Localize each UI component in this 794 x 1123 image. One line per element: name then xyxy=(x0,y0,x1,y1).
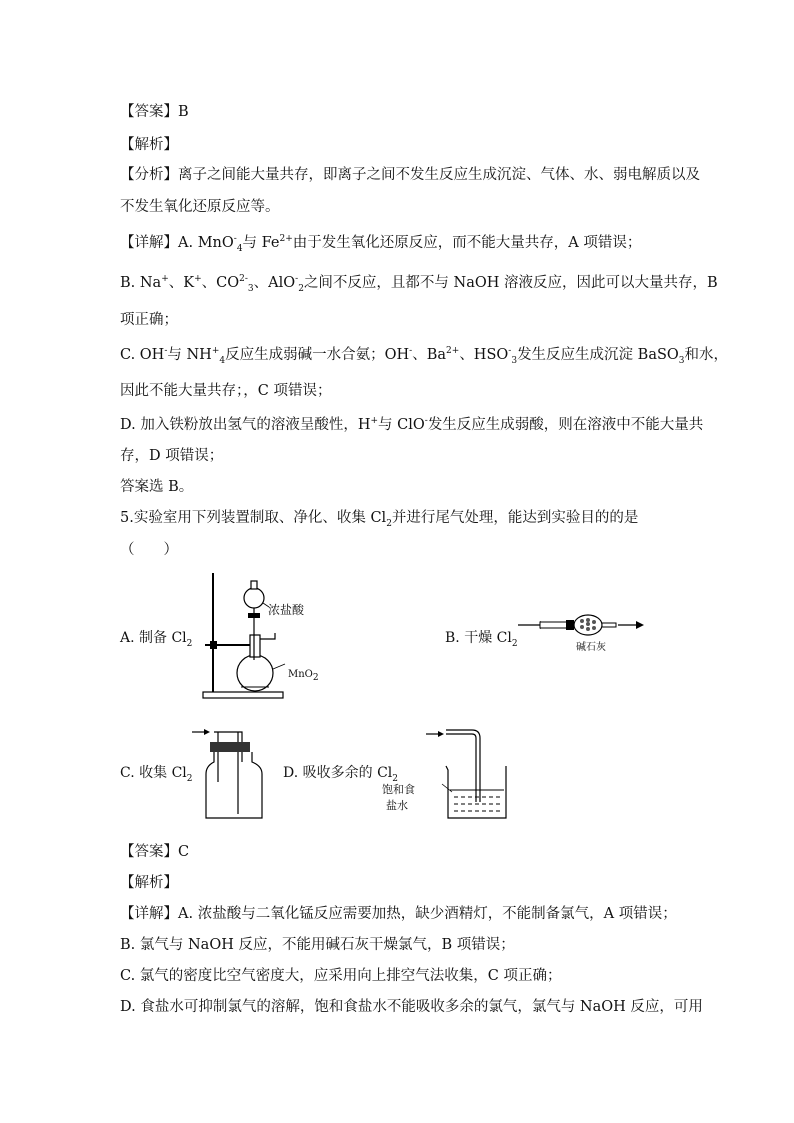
sub-4-2: 4 xyxy=(219,355,226,366)
sub-3-3: 3 xyxy=(678,355,685,366)
option-a-text: A. 制备 Cl xyxy=(120,630,187,646)
q5-detail-a: 【详解】A. 浓盐酸与二氧化锰反应需要加热，缺少酒精灯，不能制备氯气，A 项错误； xyxy=(120,906,677,922)
sup-plus-2: + xyxy=(194,274,202,285)
sup-2plus: 2+ xyxy=(279,234,293,245)
sup-minus: - xyxy=(233,234,237,245)
funnel-bulb xyxy=(244,588,264,608)
detail-a-line xyxy=(120,233,641,253)
sub-3: 3 xyxy=(247,283,254,294)
detail-d-pre: D. 加入铁粉放出氢气的溶液呈酸性，H xyxy=(120,417,371,433)
side-tube xyxy=(260,633,275,639)
detail-a-mid: 与 Fe xyxy=(242,235,280,251)
detail-b-line-2: 项正确； xyxy=(120,312,178,328)
sub-3-2: 3 xyxy=(511,355,518,366)
sup-2plus-2: 2+ xyxy=(446,346,460,357)
stem-end: 并进行尾气处理，能达到实验目的的是 xyxy=(391,510,639,526)
drying-tube-outlet xyxy=(602,623,616,627)
sup-minus-3: - xyxy=(164,346,168,357)
delivery-tube-outer xyxy=(446,734,476,802)
sup-plus: + xyxy=(161,274,169,285)
gas-bottle xyxy=(206,752,262,818)
q5-detail-d: D. 食盐水可抑制氯气的溶解，饱和食盐水不能吸收多余的氯气，氯气与 NaOH 反应，可用 xyxy=(120,999,703,1015)
clamp-joint xyxy=(210,641,217,649)
answer-parentheses: （ ） xyxy=(120,542,178,558)
sub-4: 4 xyxy=(236,243,243,254)
drying-tube-stem xyxy=(540,622,570,628)
detail-c-hso: 、HSO xyxy=(459,347,509,363)
mno2-label xyxy=(288,666,319,684)
beaker-diagram xyxy=(418,722,518,822)
detail-c-line xyxy=(120,345,728,365)
option-d-label xyxy=(283,764,398,782)
sup-plus-4: + xyxy=(370,416,379,427)
lime-granule xyxy=(586,618,590,622)
q5-analysis-heading: 【解析】 xyxy=(120,875,178,891)
sup-minus-2: - xyxy=(295,274,299,285)
detail-c-end: 和水， xyxy=(684,347,729,363)
sup-minus-4: - xyxy=(409,346,413,357)
detail-b-alo: 、AlO xyxy=(253,275,296,291)
drying-tube-stopper xyxy=(566,620,574,630)
analysis-line-2: 不发生氧化还原反应等。 xyxy=(120,199,280,215)
stem-sub: 2 xyxy=(386,518,392,529)
detail-d-mid: 与 ClO xyxy=(378,417,425,433)
mno2-pointer xyxy=(273,664,285,669)
option-a-sub: 2 xyxy=(186,638,193,649)
detail-d-line-2: 存，D 项错误； xyxy=(120,448,224,464)
brine-label-2: 盐水 xyxy=(386,799,408,812)
detail-d-post: 发生反应生成弱酸，则在溶液中不能大量共 xyxy=(427,417,704,433)
inlet-arrow-head xyxy=(204,729,210,735)
q5-answer-line: 【答案】C xyxy=(120,844,190,860)
brine-label-1: 饱和食 xyxy=(382,783,415,796)
answer-line: 【答案】B xyxy=(120,104,189,120)
lime-granule xyxy=(592,620,596,624)
detail-b-k: 、K xyxy=(168,275,195,291)
question-5-stem xyxy=(120,508,638,528)
lime-granule xyxy=(580,619,584,623)
lime-granule xyxy=(592,626,596,630)
option-d-sub: 2 xyxy=(392,773,398,784)
q5-detail-b: B. 氯气与 NaOH 反应，不能用碱石灰干燥氯气，B 项错误； xyxy=(120,937,515,953)
q5-detail-c: C. 氯气的密度比空气密度大，应采用向上排空气法收集，C 项正确； xyxy=(120,968,562,984)
option-a-label xyxy=(120,629,192,647)
acid-label: 浓盐酸 xyxy=(268,603,305,617)
lime-label: 碱石灰 xyxy=(576,642,606,653)
lime-granule xyxy=(586,627,590,631)
detail-c-ba: 、Ba xyxy=(412,347,447,363)
detail-d-line xyxy=(120,415,703,435)
detail-c-pre: C. OH xyxy=(120,347,165,363)
inlet-arrow-head xyxy=(438,731,444,737)
option-b-sub: 2 xyxy=(511,638,518,649)
detail-c-post: 发生反应生成沉淀 BaSO xyxy=(517,347,679,363)
conclusion-line: 答案选 B。 xyxy=(120,479,194,495)
sup-minus-5: - xyxy=(508,346,512,357)
analysis-line-1: 【分析】离子之间能大量共存，即离子之间不发生反应生成沉淀、气体、水、弱电解质以及 xyxy=(120,167,700,183)
detail-a-post: 由于发生氧化还原反应，而不能大量共存，A 项错误； xyxy=(292,235,642,251)
mno2-text: MnO xyxy=(288,669,313,680)
lime-granule xyxy=(586,622,590,626)
option-b-text: B. 干燥 Cl xyxy=(445,630,512,646)
sup-plus-3: + xyxy=(211,346,220,357)
detail-c-mid: 反应生成弱碱一水合氨；OH xyxy=(225,347,410,363)
stand-base xyxy=(203,692,283,698)
outlet-arrow-head xyxy=(636,621,644,629)
drying-tube-diagram xyxy=(518,610,646,642)
brine-pointer xyxy=(442,784,452,792)
sup-minus-6: - xyxy=(424,416,428,427)
detail-b-co: 、CO xyxy=(201,275,240,291)
funnel-stopper xyxy=(251,581,257,589)
sub-2: 2 xyxy=(298,283,304,294)
stem-text: 5.实验室用下列装置制取、净化、收集 Cl xyxy=(120,510,387,526)
mno2-sub: 2 xyxy=(312,673,319,683)
detail-b-pre: B. Na xyxy=(120,275,162,291)
sup-2minus: 2- xyxy=(239,274,248,285)
option-b-label xyxy=(445,629,518,647)
option-c-sub: 2 xyxy=(186,773,193,784)
detail-c-nh: 与 NH xyxy=(167,347,212,363)
lime-granule xyxy=(580,625,584,629)
apparatus-a-diagram xyxy=(195,565,320,705)
round-flask xyxy=(237,655,273,691)
flask-neck xyxy=(250,635,260,657)
option-c-text: C. 收集 Cl xyxy=(120,765,187,781)
analysis-heading: 【解析】 xyxy=(120,137,178,153)
option-c-label xyxy=(120,764,193,782)
detail-b-post: 之间不反应，且都不与 NaOH 溶液反应，因此可以大量共存，B xyxy=(303,275,718,291)
bottle-stopper xyxy=(210,742,250,752)
detail-b-line xyxy=(120,273,718,293)
collection-bottle-diagram xyxy=(190,722,270,822)
detail-c-line-2: 因此不能大量共存；，C 项错误； xyxy=(120,383,332,399)
funnel-stopcock xyxy=(248,613,260,618)
detail-a-pre: 【详解】A. MnO xyxy=(120,235,234,251)
option-d-text: D. 吸收多余的 Cl xyxy=(283,765,393,781)
